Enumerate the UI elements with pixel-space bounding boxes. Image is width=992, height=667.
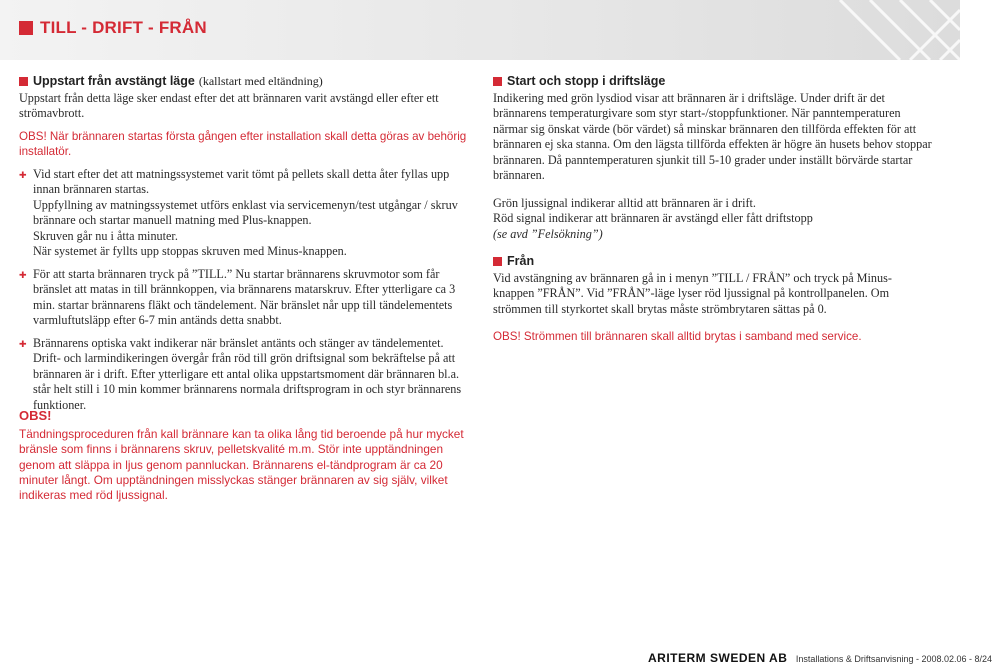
section-heading-cold-start: Uppstart från avstängt läge (kallstart med eltändning) <box>19 74 469 90</box>
obs-text: Tändningsproceduren från kall brännare kan ta olika lång tid beroende på hur mycket bränsle som finns i brännarens skruv, pelletskvalité m.m. Stör inte upptändningen genom att släppa in ljus genom pannluckan. Brännarens el-tändprogram är ca 20 minuter långt. Om upptändningen misslyckas stänger brännaren av sig själv, vilket indikeras med röd ljussignal. <box>19 427 464 503</box>
left-column <box>19 74 469 413</box>
section-heading-start-stop: Start och stopp i driftsläge <box>493 74 933 90</box>
list-item: ✚ För att starta brännaren tryck på ”TILL.” Nu startar brännarens skruvmotor som får bränslet att matas in till brännkoppen, via brännarens matarskruv. Efter ytterligare ca 3 min. startar brännarens fläkt och tändelement. När bränslet når upp till tändelementets varmluftutsläpp efter 6-7 min antänds detta snabbt. <box>19 266 456 327</box>
green-signal-text: Grön ljussignal indikerar alltid att brännaren är i drift. <box>493 195 756 210</box>
brand-name: ARITERM SWEDEN AB <box>648 651 788 665</box>
plus-bullet-icon: ✚ <box>19 338 27 349</box>
decorative-pattern <box>780 0 960 60</box>
service-note: OBS! Strömmen till brännaren skall alltid brytas i samband med service. <box>493 330 862 343</box>
obs-warning <box>19 408 469 503</box>
installer-note: OBS! När brännaren startas första gången efter installation skall detta göras av behörig installatör. <box>19 129 467 158</box>
intro-text: Uppstart från detta läge sker endast efter det att brännaren varit avstängd eller efter ett strömavbrott. <box>19 90 439 120</box>
list-item: ✚ Brännarens optiska vakt indikerar när bränslet antänts och stänger av tändelementet. Drift- och larmindikeringen övergår från röd till grön driftsignal som bekräftelse på att brännaren är i drift. Efter ytterligare ett antal olika uppstartsmoment där brännaren bl.a. står helt still i 10 min kommer brännarens normala driftsprogram in och styr brännarens funktioner. <box>19 335 462 412</box>
shutdown-text: Vid avstängning av brännaren gå in i menyn ”TILL / FRÅN” och tryck på Minus-knappen ”FRÅN”. Vid ”FRÅN”-läge lyser röd ljussignal på kontrollpanelen. Om strömmen till styrkortet skall brytas måste strömbrytaren sättas på 0. <box>493 270 892 316</box>
operation-text: Indikering med grön lysdiod visar att brännaren är i driftsläge. Under drift är det brännarens temperaturgivare som styr start-/stoppfunktioner. När panntemperaturen närmar sig önskat värde (bör värdet) så minskar brännaren den tillförda effekten för att brännaren ej ska stanna. Om den lägsta tillförda effekten är högre än husets behov stoppar brännaren. Då panntemperaturen sjunkit till 5-10 grader under inställt börvärde startar brännaren. <box>493 90 932 182</box>
fill-instructions: Uppfyllning av matningssystemet utförs enklast via servicemenyn/test utgångar / skruv brännare och startar manuell matning med Plus-knappen. <box>33 197 458 227</box>
footer-text: Installations & Driftsanvisning - 2008.02.06 - 8/24 <box>795 654 992 664</box>
troubleshooting-ref: (se avd ”Felsökning”) <box>493 226 603 241</box>
red-square-icon <box>19 77 28 86</box>
page-title: TILL - DRIFT - FRÅN <box>40 18 207 37</box>
plus-bullet-icon: ✚ <box>19 169 27 180</box>
section-heading-off: Från <box>493 254 933 270</box>
red-signal-text: Röd signal indikerar att brännaren är avstängd eller fått driftstopp <box>493 211 813 225</box>
right-column <box>493 74 933 345</box>
screw-runtime: Skruven går nu i åtta minuter. <box>33 228 178 243</box>
plus-bullet-icon: ✚ <box>19 269 27 280</box>
red-square-icon <box>19 21 33 35</box>
red-square-icon <box>493 257 502 266</box>
stop-screw: När systemet är fyllts upp stoppas skruven med Minus-knappen. <box>33 244 347 258</box>
page-footer <box>648 651 992 665</box>
page-header <box>0 0 960 60</box>
red-square-icon <box>493 77 502 86</box>
list-item: ✚ Vid start efter det att matningssystemet varit tömt på pellets skall detta åter fyllas upp innan brännaren startas. <box>19 166 450 196</box>
obs-title: OBS! <box>19 408 52 423</box>
